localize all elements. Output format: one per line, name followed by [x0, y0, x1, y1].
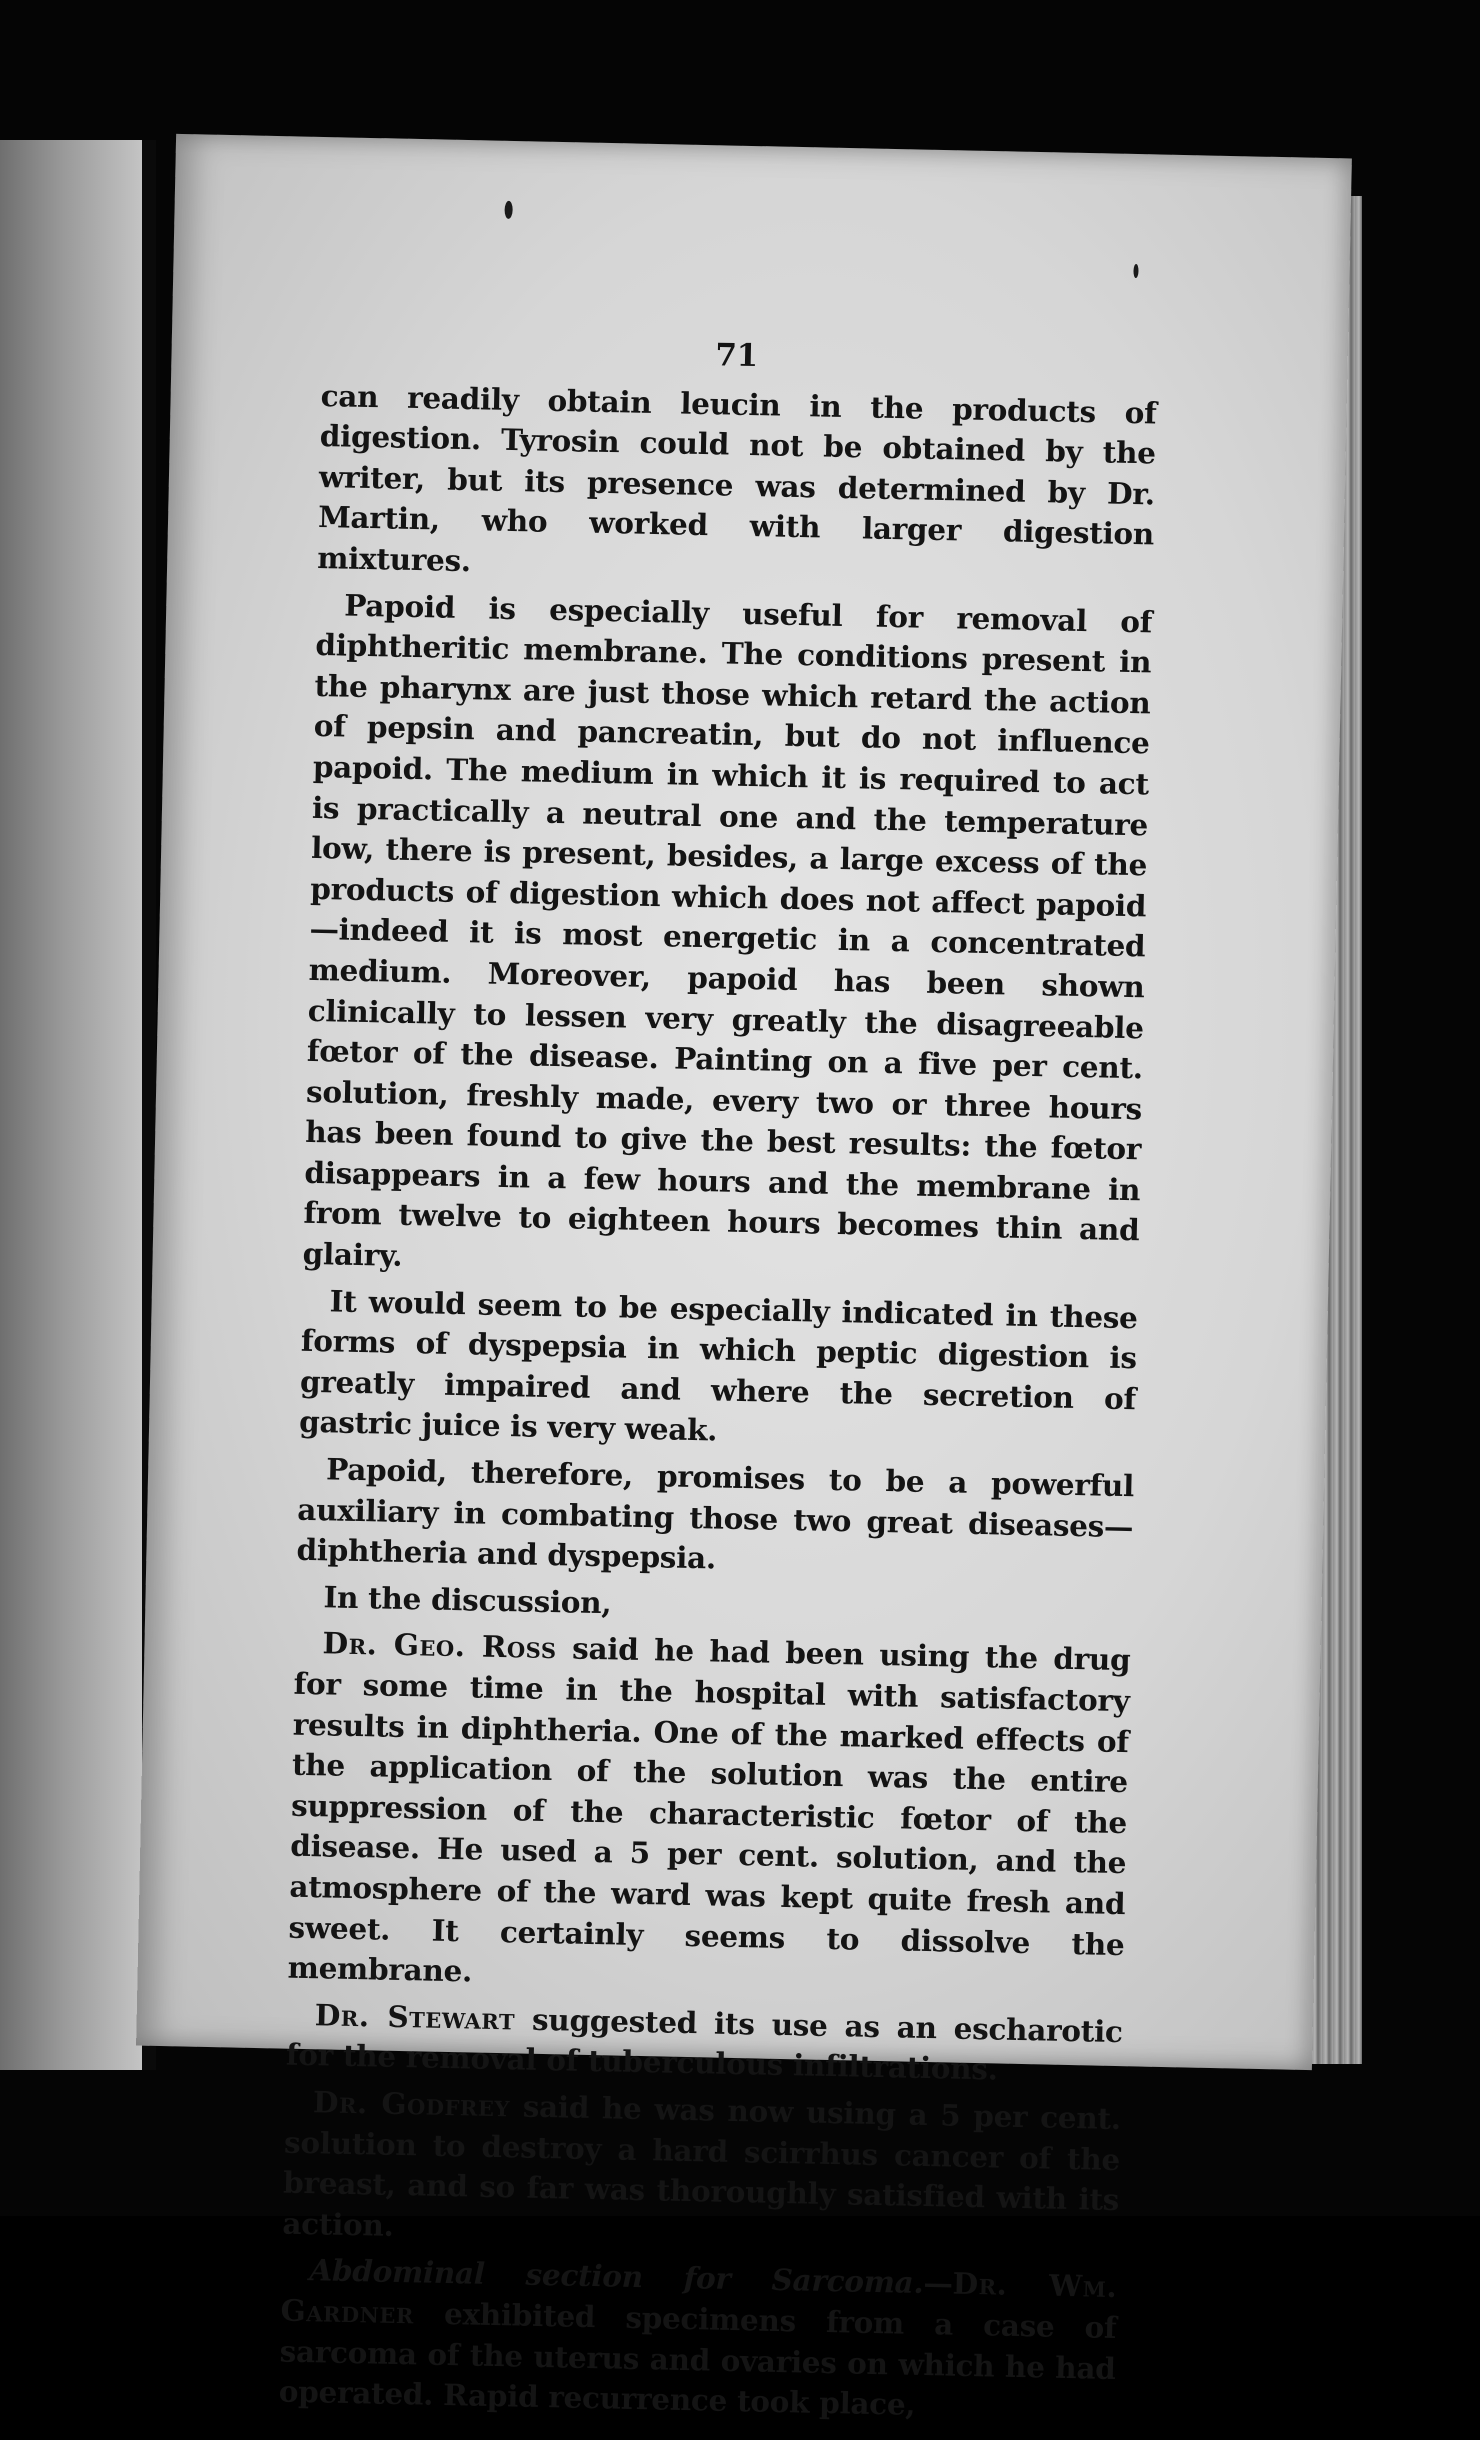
page-number: 71 [714, 337, 759, 375]
speaker-name: Dr. Godfrey [312, 2084, 511, 2124]
paragraph-text: said he was now using a 5 per cent. solution to destroy a hard scirrhus cancer of the breast, and so far was thoroughly satisfied with its action. [282, 2088, 1122, 2243]
em-dash: — [923, 2265, 953, 2301]
paragraph-auxiliary [296, 1449, 1134, 1588]
paragraph-text: In the discussion, [323, 1579, 612, 1621]
previous-page-edge [0, 140, 142, 2070]
paragraph-leucin [317, 376, 1157, 596]
ink-speck [1133, 264, 1138, 278]
paragraph-text: exhibited specimens from a case of sarcoma of the uterus and ovaries on which he had operated. Rapid recurrence took place, [278, 2295, 1117, 2422]
speaker-name: Dr. Geo. Ross [322, 1625, 557, 1666]
paragraph-godfrey-remarks [282, 2082, 1121, 2262]
section-heading: Abdominal section for Sarcoma. [309, 2252, 924, 2301]
paragraph-stewart-remarks [286, 1994, 1124, 2093]
speaker-name: Dr. Wm. Gardner [280, 2265, 1118, 2331]
paragraph-text: Papoid is especially useful for removal of diphtheritic membrane. The conditions present in the pharynx are just those which retard the action of pepsin and pancreatin, but do not influence papoid. The medium in which it is required to act is practically a neutral one and the temperature low, there is present, besides, a large excess of the products of digestion which does not affect papoid—indeed it is most energetic in a concentrated medium. Moreover, papoid has been shown clinically to lessen very greatly the disagreeable fœtor of the disease. Painting on a five per cent. solution, freshly made, every two or three hours has been found to give the best results: the fœtor disappears in a few hours and the membrane in from twelve to eighteen hours becomes thin and glairy. [302, 587, 1153, 1273]
paragraph-sarcoma-case [278, 2250, 1117, 2430]
paragraph-text: It would seem to be especially indicated in these forms of dyspepsia in which peptic digestion is greatly impaired and where the secretion of gastric juice is very weak. [298, 1283, 1138, 1448]
paragraph-text: suggested its use as an escharotic for the removal of tuberculous infiltrations. [285, 2001, 1123, 2087]
paragraph-text: said he had been using the drug for some time in the hospital with satisfactory results in diphtheria. One of the marked effects of the application of the solution was the entire suppression of the characteristic fœtor of the disease. He used a 5 per cent. solution, and the atmosphere of the ward was kept quite fresh and sweet. It certainly seems to dissolve the membrane. [287, 1630, 1131, 1989]
book-page [136, 134, 1352, 2422]
speaker-name: Dr. Stewart [314, 1996, 516, 2037]
paragraph-diphtheritic-membrane [302, 585, 1152, 1292]
paragraph-text: Papoid, therefore, promises to be a powerful auxiliary in combating those two great diseases—diphtheria and dyspepsia. [296, 1451, 1135, 1576]
page-text-block [278, 327, 1158, 2436]
paragraph-ross-remarks [287, 1623, 1130, 2006]
paragraph-dyspepsia [299, 1280, 1138, 1460]
paragraph-text: can readily obtain leucin in the products of digestion. Tyrosin could not be obtained by the writer, but its presence was determined by Dr. Martin, who worked with larger digestion mixtures. [316, 377, 1157, 579]
ink-speck [504, 201, 512, 219]
